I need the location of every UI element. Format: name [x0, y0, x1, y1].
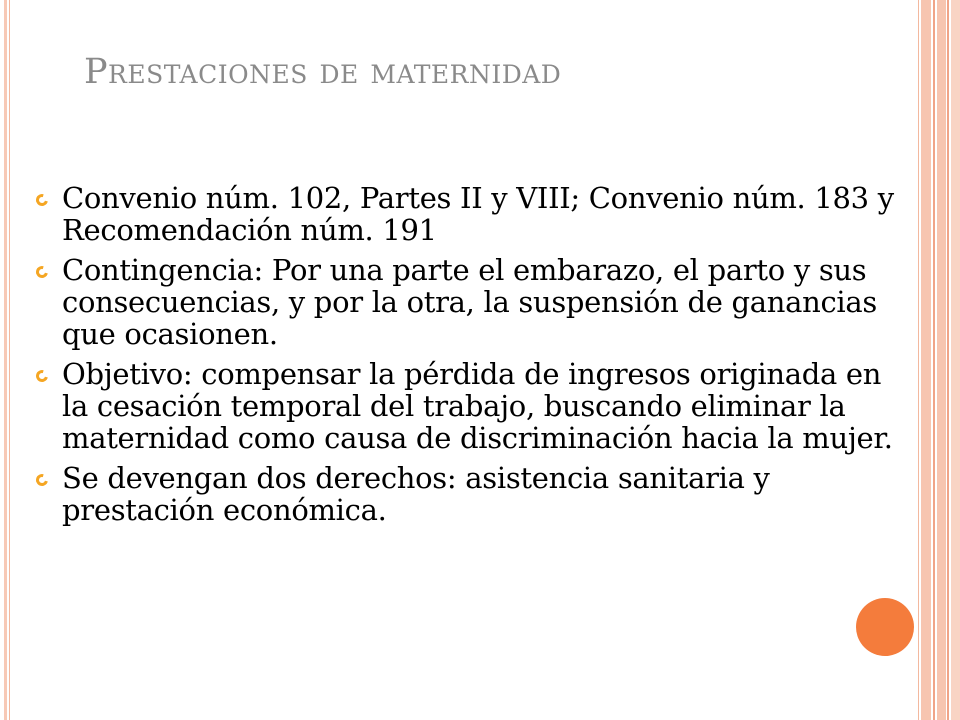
left-border-line — [9, 0, 10, 720]
right-stripe — [921, 0, 931, 720]
left-border-strip — [4, 0, 7, 720]
bullet-icon — [34, 368, 50, 384]
bullet-text: Objetivo: compensar la pérdida de ingresos originada en la cesación temporal del trabajo, buscando eliminar la maternidad como causa de discriminación hacia la mujer. — [62, 357, 893, 455]
right-stripe — [937, 0, 946, 720]
bullet-text: Se devengan dos derechos: asistencia sanitaria y prestación económica. — [62, 461, 770, 527]
bullet-icon — [34, 264, 50, 280]
right-stripe — [951, 0, 960, 720]
bullet-icon — [34, 472, 50, 488]
bullet-list — [36, 182, 916, 534]
bullet-item — [36, 462, 916, 526]
bullet-text: Convenio núm. 102, Partes II y VIII; Convenio núm. 183 y Recomendación núm. 191 — [62, 181, 894, 247]
right-stripe — [918, 0, 919, 720]
right-stripe — [933, 0, 935, 720]
bullet-item — [36, 254, 916, 350]
bullet-icon — [34, 192, 50, 208]
decorative-circle — [856, 598, 914, 656]
right-stripe — [947, 0, 949, 720]
slide-title: Prestaciones de maternidad — [84, 52, 562, 92]
bullet-item — [36, 182, 916, 246]
bullet-text: Contingencia: Por una parte el embarazo, el parto y sus consecuencias, y por la otra, la suspensión de ganancias que ocasionen. — [62, 253, 877, 351]
bullet-item — [36, 358, 916, 454]
